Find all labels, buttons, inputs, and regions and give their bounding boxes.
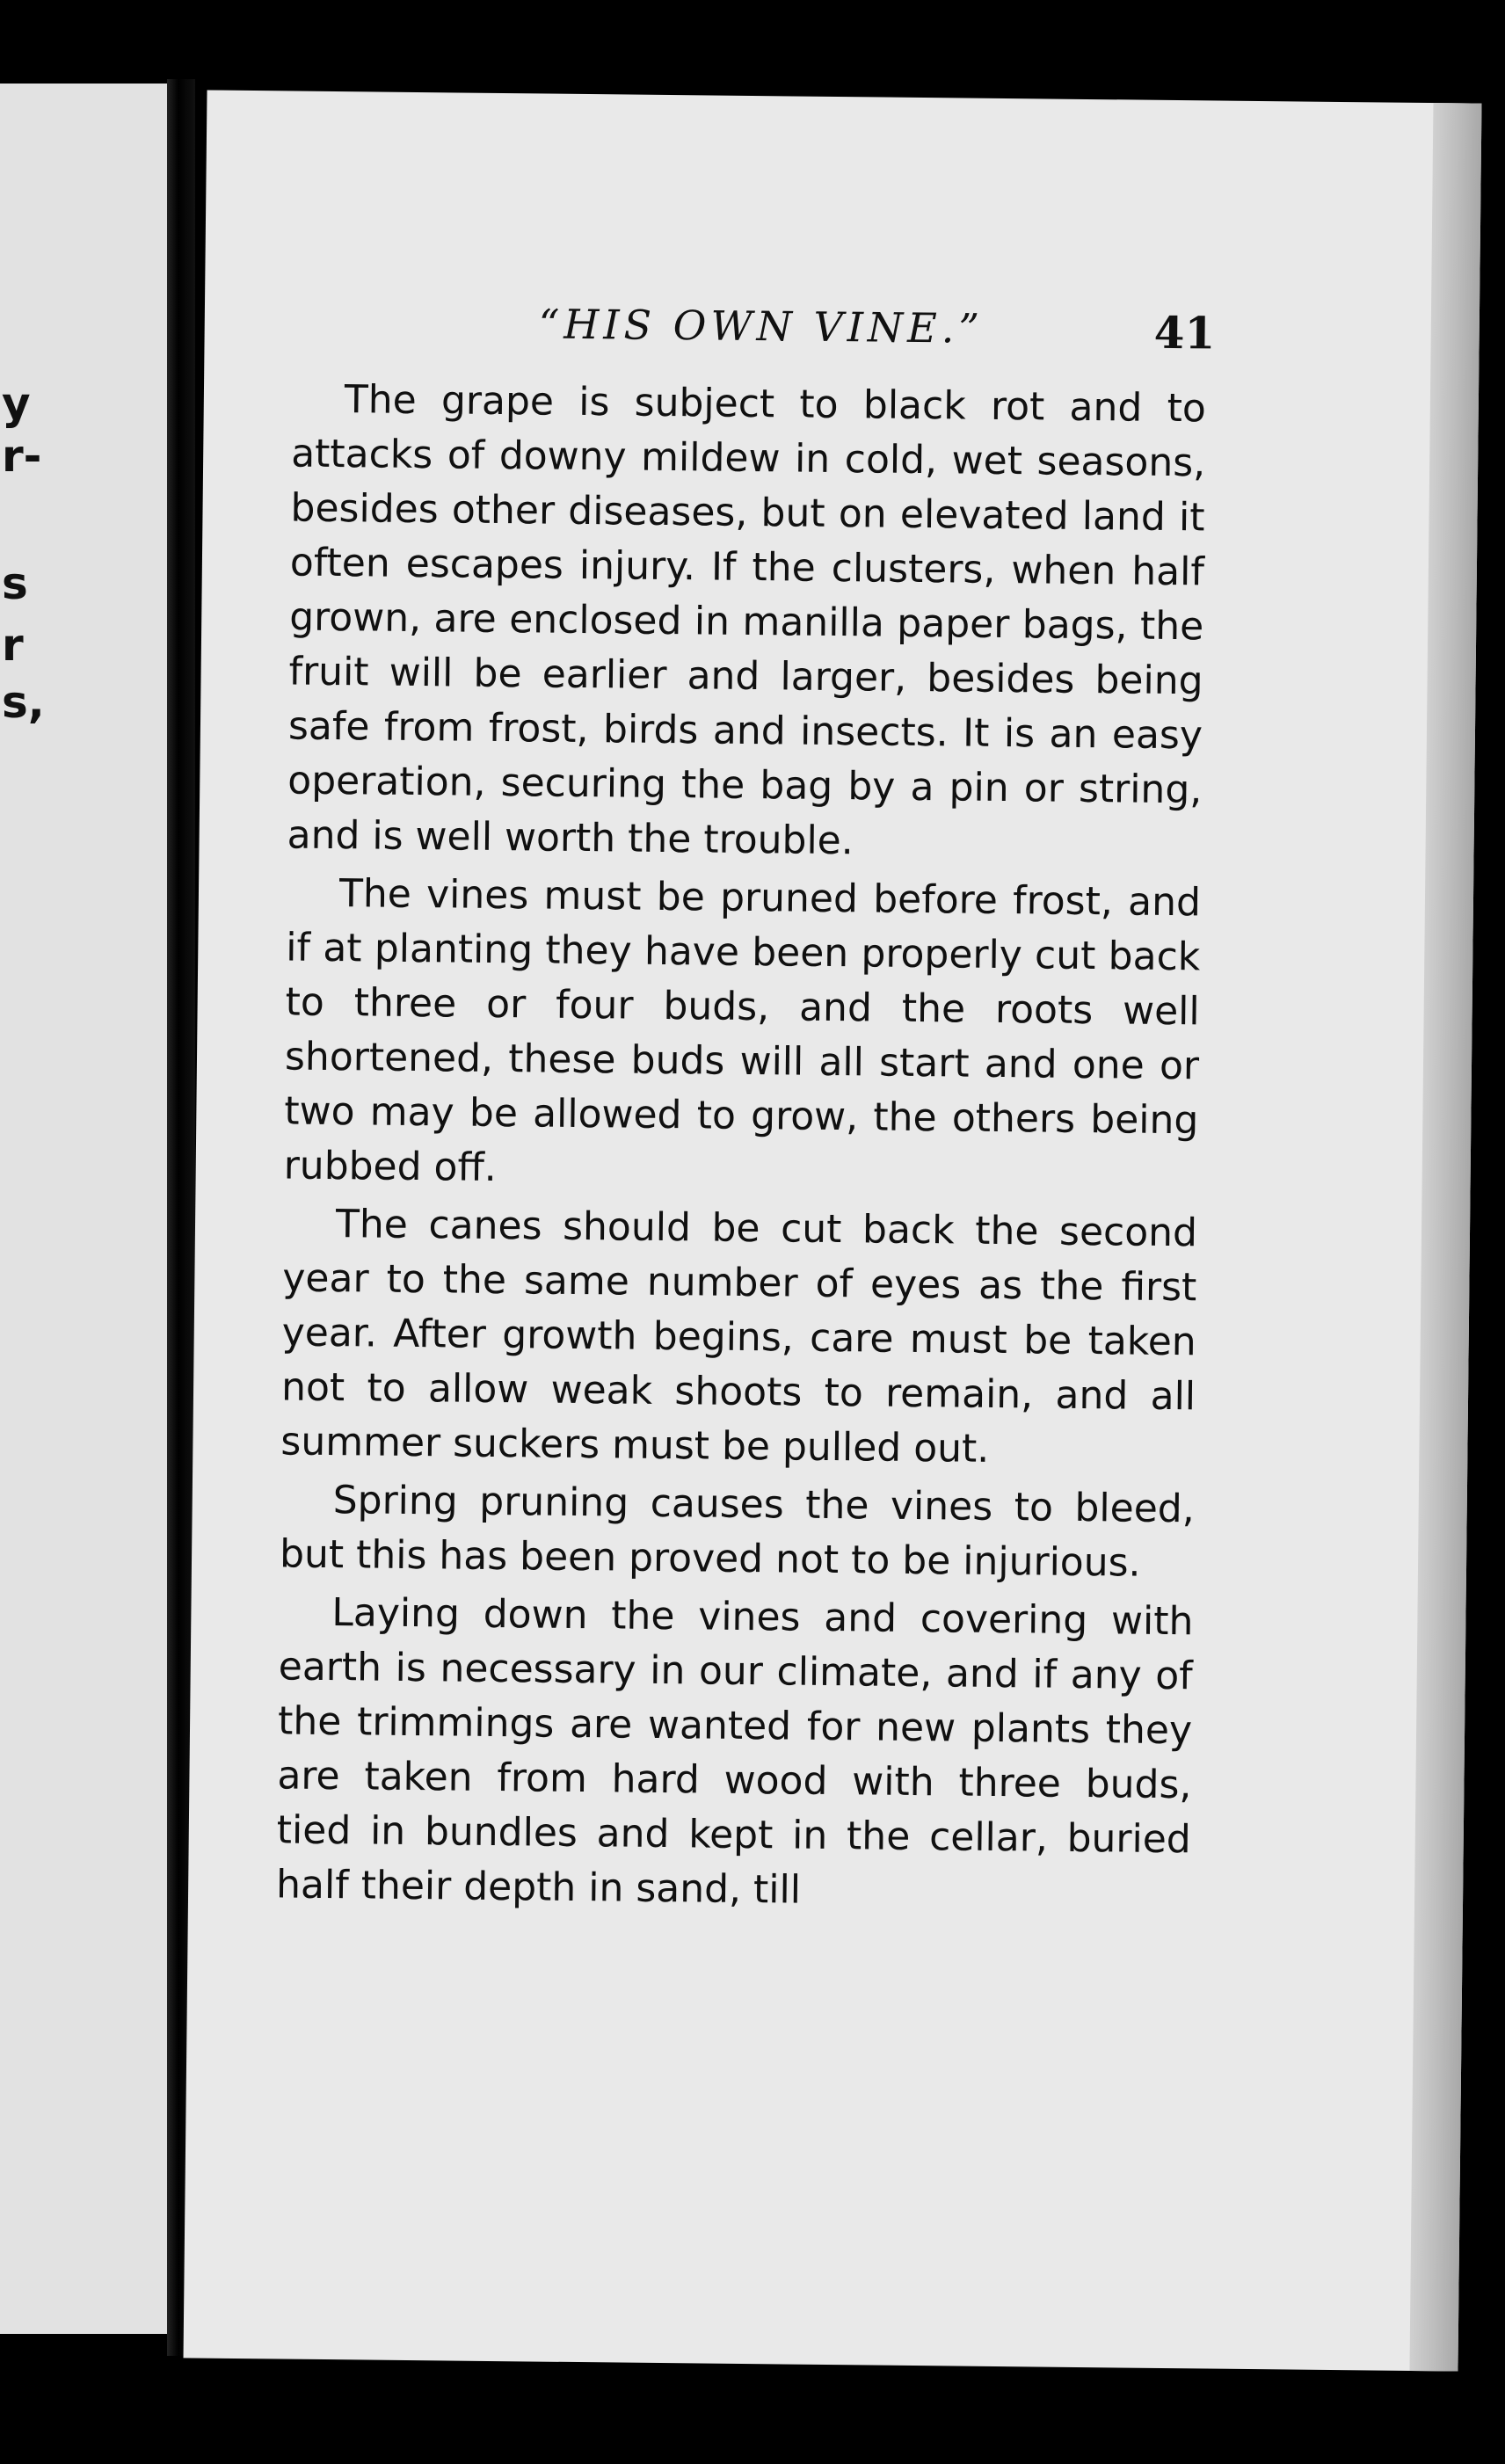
body-text [276, 373, 1206, 1923]
paragraph: Laying down the vines and covering with earth is necessary in our climate, and if any of the trimmings are wanted for new plants they are taken from hard wood with three buds, tied in bundles and kept in the cellar, buried half their depth in sand, till [275, 1590, 1194, 1913]
page-edge-shadow [1409, 103, 1481, 2371]
page-number: 41 [1153, 306, 1216, 360]
left-page-fragment: r- [2, 431, 42, 482]
left-page-fragment: s [2, 558, 28, 609]
left-page-fragment: s, [2, 677, 45, 728]
paragraph: The canes should be cut back the second year to the same number of eyes as the first year. After growth begins, care must be taken not to allow weak shoots to remain, and all summer suckers must be pulled out. [280, 1202, 1198, 1472]
book-page [184, 90, 1482, 2371]
running-title: “HIS OWN VINE.” [538, 300, 985, 353]
left-page-edge [0, 84, 167, 2334]
paragraph: The grape is subject to black rot and to attacks of downy mildew in cold, wet seasons, besides other diseases, but on elevated land it often escapes injury. If the clusters, when half grown, are enclosed in manilla paper bags, the fruit will be earlier and larger, besides being safe from frost, birds and insects. It is an easy operation, securing the bag by a pin or string, and is well worth the trouble. [287, 377, 1207, 864]
paragraph: The vines must be pruned before frost, and if at planting they have been properly cut back to three or four buds, and the roots well shortened, these buds will all start and one or two may be allowed to grow, the others being rubbed off. [283, 871, 1202, 1190]
left-page-fragment: y [2, 378, 31, 429]
left-page-fragment: r [2, 620, 24, 671]
paragraph: Spring pruning causes the vines to bleed, but this has been proved not to be injurious. [279, 1478, 1195, 1586]
